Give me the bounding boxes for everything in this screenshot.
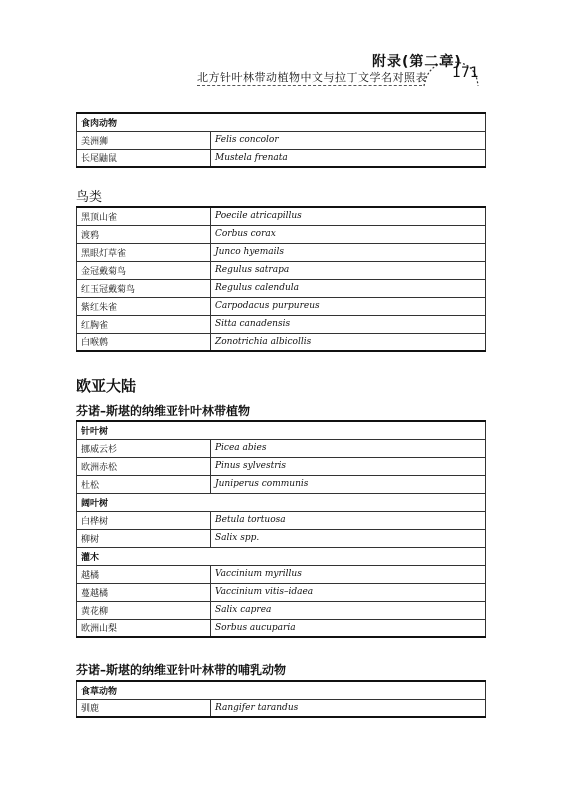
table-row	[77, 297, 486, 315]
birds-heading: 鸟类	[76, 190, 103, 205]
latin-name: Zonotrichia albicollis	[211, 333, 486, 351]
latin-name: Juniperus communis	[211, 475, 486, 493]
plants-table	[76, 420, 486, 638]
eurasia-heading: 欧亚大陆	[76, 377, 137, 395]
chinese-name: 长尾鼬鼠	[77, 149, 211, 167]
chinese-name: 渡鸦	[77, 225, 211, 243]
table-row	[77, 699, 486, 717]
latin-name: Salix spp.	[211, 529, 486, 547]
latin-name: Rangifer tarandus	[211, 699, 486, 717]
latin-name: Vaccinium myrillus	[211, 565, 486, 583]
latin-name: Vaccinium vitis–idaea	[211, 583, 486, 601]
table-row	[77, 529, 486, 547]
header-chapter: 附录(第二章)	[372, 54, 462, 70]
latin-name: Junco hyemails	[211, 243, 486, 261]
table-row	[77, 131, 486, 149]
table-row	[77, 457, 486, 475]
latin-name: Poecile atricapillus	[211, 207, 486, 225]
chinese-name: 红玉冠戴菊鸟	[77, 279, 211, 297]
chinese-name: 白桦树	[77, 511, 211, 529]
header-subtitle: 北方针叶林带动植物中文与拉丁文学名对照表	[197, 71, 427, 84]
table-row	[77, 225, 486, 243]
plants-heading: 芬诺–斯堪的纳维亚针叶林带植物	[76, 404, 251, 418]
category-row	[77, 681, 486, 699]
table-row	[77, 261, 486, 279]
table-row	[77, 207, 486, 225]
table-row	[77, 565, 486, 583]
chinese-name: 紫红朱雀	[77, 297, 211, 315]
latin-name: Sorbus aucuparia	[211, 619, 486, 637]
latin-name: Regulus calendula	[211, 279, 486, 297]
chinese-name: 白喉鹩	[77, 333, 211, 351]
latin-name: Felis concolor	[211, 131, 486, 149]
table-row	[77, 279, 486, 297]
category-label: 食肉动物	[77, 113, 486, 131]
category-label: 针叶树	[77, 421, 486, 439]
table-row	[77, 439, 486, 457]
table-row	[77, 149, 486, 167]
chinese-name: 黑顶山雀	[77, 207, 211, 225]
category-row	[77, 493, 486, 511]
latin-name: Picea abies	[211, 439, 486, 457]
chinese-name: 黄花柳	[77, 601, 211, 619]
table-row	[77, 243, 486, 261]
table-row	[77, 475, 486, 493]
header-divider	[197, 85, 422, 86]
table-row	[77, 583, 486, 601]
category-label: 食草动物	[77, 681, 486, 699]
chinese-name: 杜松	[77, 475, 211, 493]
latin-name: Regulus satrapa	[211, 261, 486, 279]
table-row	[77, 601, 486, 619]
chinese-name: 柳树	[77, 529, 211, 547]
table-row	[77, 315, 486, 333]
chinese-name: 红胸雀	[77, 315, 211, 333]
chinese-name: 金冠戴菊鸟	[77, 261, 211, 279]
chinese-name: 挪威云杉	[77, 439, 211, 457]
carnivores-table	[76, 112, 486, 168]
chinese-name: 欧洲赤松	[77, 457, 211, 475]
category-row	[77, 113, 486, 131]
chinese-name: 蔓越橘	[77, 583, 211, 601]
latin-name: Betula tortuosa	[211, 511, 486, 529]
category-row	[77, 547, 486, 565]
table-row	[77, 619, 486, 637]
latin-name: Pinus sylvestris	[211, 457, 486, 475]
table-row	[77, 511, 486, 529]
chinese-name: 越橘	[77, 565, 211, 583]
category-label: 灌木	[77, 547, 486, 565]
page-number: 171	[452, 65, 479, 81]
latin-name: Sitta canadensis	[211, 315, 486, 333]
latin-name: Carpodacus purpureus	[211, 297, 486, 315]
chinese-name: 驯鹿	[77, 699, 211, 717]
mammals-heading: 芬诺–斯堪的纳维亚针叶林带的哺乳动物	[76, 663, 287, 677]
chinese-name: 黑眼灯草雀	[77, 243, 211, 261]
latin-name: Mustela frenata	[211, 149, 486, 167]
table-row	[77, 333, 486, 351]
chinese-name: 美洲狮	[77, 131, 211, 149]
chinese-name: 欧洲山梨	[77, 619, 211, 637]
latin-name: Salix caprea	[211, 601, 486, 619]
mammals-table	[76, 680, 486, 718]
birds-table	[76, 206, 486, 352]
category-row	[77, 421, 486, 439]
latin-name: Corbus corax	[211, 225, 486, 243]
category-label: 阔叶树	[77, 493, 486, 511]
